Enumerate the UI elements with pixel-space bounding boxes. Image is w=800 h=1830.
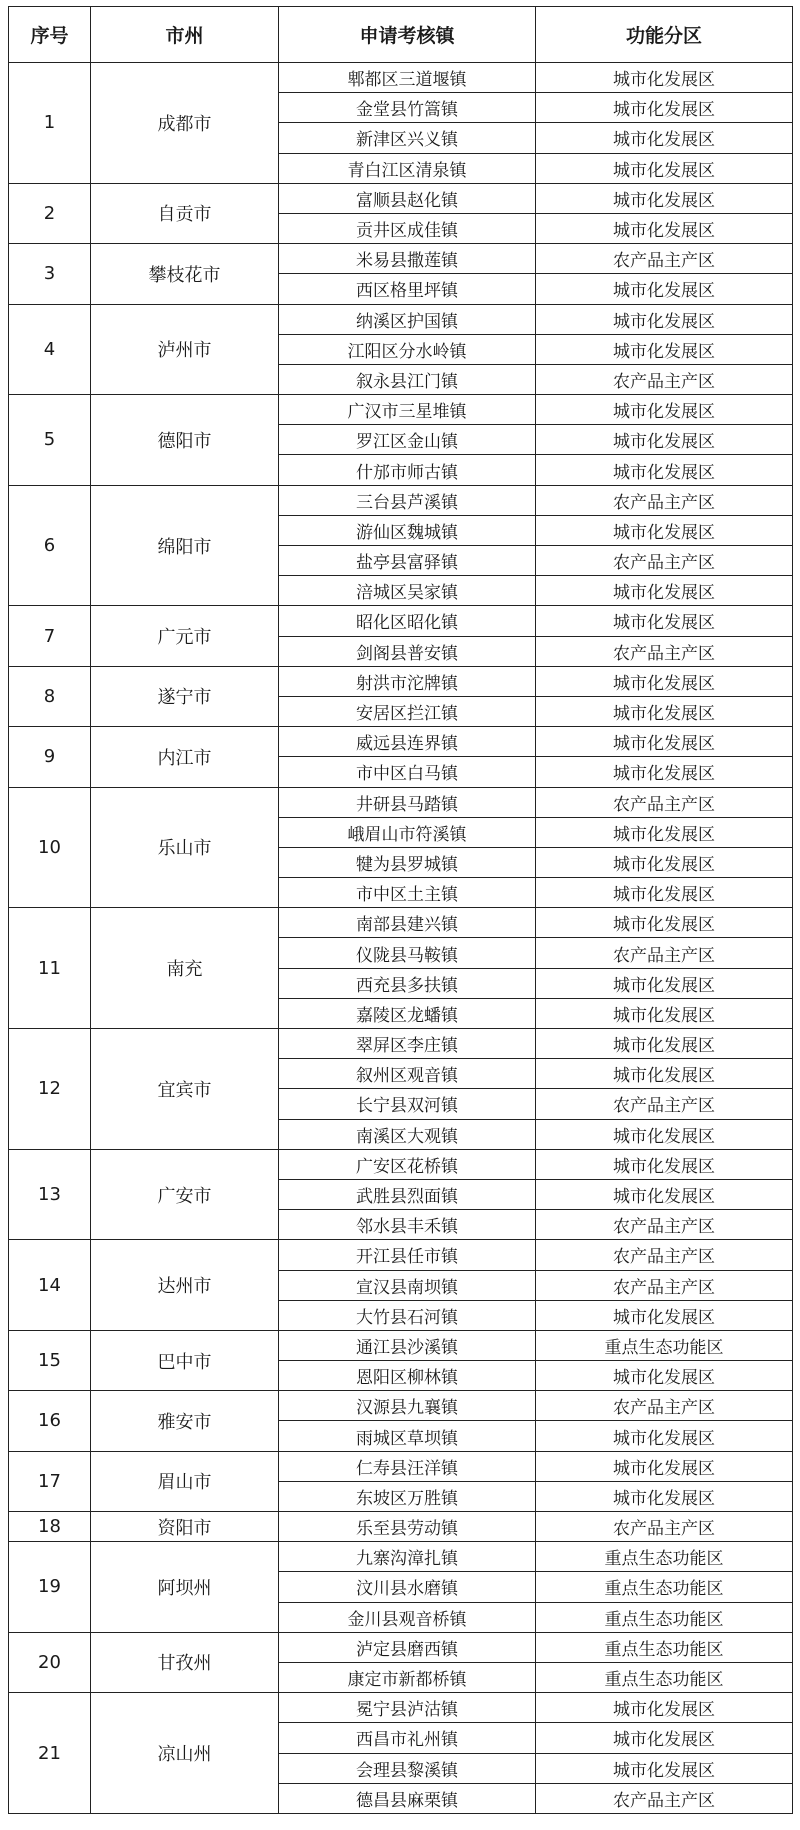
zone-cell: 农产品主产区 <box>536 485 793 515</box>
seq-cell: 7 <box>9 606 91 666</box>
town-cell: 叙永县江门镇 <box>279 364 536 394</box>
town-assessment-table <box>8 6 793 1814</box>
town-cell: 三台县芦溪镇 <box>279 485 536 515</box>
town-cell: 盐亭县富驿镇 <box>279 546 536 576</box>
town-cell: 青白江区清泉镇 <box>279 153 536 183</box>
zone-cell: 城市化发展区 <box>536 847 793 877</box>
city-cell: 广元市 <box>91 606 279 666</box>
table-row <box>9 63 793 93</box>
table-row <box>9 1542 793 1572</box>
city-cell: 资阳市 <box>91 1512 279 1542</box>
seq-cell: 13 <box>9 1149 91 1240</box>
town-cell: 广汉市三星堆镇 <box>279 395 536 425</box>
town-cell: 仁寿县汪洋镇 <box>279 1451 536 1481</box>
zone-cell: 城市化发展区 <box>536 274 793 304</box>
city-cell: 眉山市 <box>91 1451 279 1511</box>
table-row <box>9 1512 793 1542</box>
zone-cell: 重点生态功能区 <box>536 1662 793 1692</box>
seq-cell: 21 <box>9 1693 91 1814</box>
table-row <box>9 1451 793 1481</box>
town-cell: 长宁县双河镇 <box>279 1089 536 1119</box>
table-row <box>9 485 793 515</box>
town-cell: 冕宁县泸沽镇 <box>279 1693 536 1723</box>
town-cell: 游仙区魏城镇 <box>279 515 536 545</box>
zone-cell: 城市化发展区 <box>536 515 793 545</box>
city-cell: 遂宁市 <box>91 666 279 726</box>
city-cell: 攀枝花市 <box>91 244 279 304</box>
city-cell: 内江市 <box>91 727 279 787</box>
city-cell: 广安市 <box>91 1149 279 1240</box>
town-cell: 新津区兴义镇 <box>279 123 536 153</box>
town-cell: 市中区白马镇 <box>279 757 536 787</box>
town-cell: 会理县黎溪镇 <box>279 1753 536 1783</box>
table-row <box>9 183 793 213</box>
town-cell: 井研县马踏镇 <box>279 787 536 817</box>
town-cell: 邻水县丰禾镇 <box>279 1210 536 1240</box>
zone-cell: 城市化发展区 <box>536 696 793 726</box>
zone-cell: 农产品主产区 <box>536 787 793 817</box>
zone-cell: 农产品主产区 <box>536 938 793 968</box>
table-row <box>9 1330 793 1360</box>
header-row <box>9 7 793 63</box>
town-cell: 康定市新都桥镇 <box>279 1662 536 1692</box>
city-cell: 雅安市 <box>91 1391 279 1451</box>
seq-cell: 17 <box>9 1451 91 1511</box>
zone-cell: 农产品主产区 <box>536 546 793 576</box>
seq-cell: 6 <box>9 485 91 606</box>
town-cell: 泸定县磨西镇 <box>279 1632 536 1662</box>
zone-cell: 城市化发展区 <box>536 123 793 153</box>
town-cell: 涪城区吴家镇 <box>279 576 536 606</box>
town-cell: 西充县多扶镇 <box>279 968 536 998</box>
seq-cell: 19 <box>9 1542 91 1633</box>
seq-cell: 11 <box>9 908 91 1029</box>
city-cell: 达州市 <box>91 1240 279 1331</box>
town-cell: 乐至县劳动镇 <box>279 1512 536 1542</box>
zone-cell: 城市化发展区 <box>536 1451 793 1481</box>
zone-cell: 农产品主产区 <box>536 1270 793 1300</box>
city-cell: 泸州市 <box>91 304 279 395</box>
town-cell: 射洪市沱牌镇 <box>279 666 536 696</box>
seq-cell: 8 <box>9 666 91 726</box>
zone-cell: 城市化发展区 <box>536 1029 793 1059</box>
city-cell: 阿坝州 <box>91 1542 279 1633</box>
town-cell: 开江县任市镇 <box>279 1240 536 1270</box>
zone-cell: 城市化发展区 <box>536 817 793 847</box>
seq-cell: 10 <box>9 787 91 908</box>
zone-cell: 农产品主产区 <box>536 1783 793 1813</box>
zone-cell: 城市化发展区 <box>536 334 793 364</box>
city-cell: 甘孜州 <box>91 1632 279 1692</box>
header-seq: 序号 <box>9 7 91 63</box>
town-cell: 德昌县麻栗镇 <box>279 1783 536 1813</box>
zone-cell: 城市化发展区 <box>536 93 793 123</box>
zone-cell: 城市化发展区 <box>536 1421 793 1451</box>
zone-cell: 城市化发展区 <box>536 455 793 485</box>
town-cell: 金川县观音桥镇 <box>279 1602 536 1632</box>
zone-cell: 农产品主产区 <box>536 1240 793 1270</box>
table-row <box>9 304 793 334</box>
zone-cell: 城市化发展区 <box>536 63 793 93</box>
seq-cell: 20 <box>9 1632 91 1692</box>
town-cell: 郫都区三道堰镇 <box>279 63 536 93</box>
city-cell: 宜宾市 <box>91 1029 279 1150</box>
town-cell: 宣汉县南坝镇 <box>279 1270 536 1300</box>
seq-cell: 16 <box>9 1391 91 1451</box>
zone-cell: 农产品主产区 <box>536 1391 793 1421</box>
zone-cell: 城市化发展区 <box>536 727 793 757</box>
town-cell: 东坡区万胜镇 <box>279 1481 536 1511</box>
zone-cell: 城市化发展区 <box>536 153 793 183</box>
table-body <box>9 63 793 1814</box>
town-cell: 安居区拦江镇 <box>279 696 536 726</box>
town-cell: 通江县沙溪镇 <box>279 1330 536 1360</box>
zone-cell: 城市化发展区 <box>536 1059 793 1089</box>
town-cell: 雨城区草坝镇 <box>279 1421 536 1451</box>
town-cell: 贡井区成佳镇 <box>279 213 536 243</box>
town-cell: 嘉陵区龙蟠镇 <box>279 998 536 1028</box>
zone-cell: 重点生态功能区 <box>536 1632 793 1662</box>
town-cell: 南溪区大观镇 <box>279 1119 536 1149</box>
city-cell: 凉山州 <box>91 1693 279 1814</box>
table-row <box>9 1240 793 1270</box>
city-cell: 绵阳市 <box>91 485 279 606</box>
zone-cell: 农产品主产区 <box>536 636 793 666</box>
town-cell: 昭化区昭化镇 <box>279 606 536 636</box>
zone-cell: 城市化发展区 <box>536 1300 793 1330</box>
zone-cell: 重点生态功能区 <box>536 1602 793 1632</box>
town-cell: 富顺县赵化镇 <box>279 183 536 213</box>
city-cell: 德阳市 <box>91 395 279 486</box>
table-row <box>9 606 793 636</box>
table-row <box>9 787 793 817</box>
town-cell: 峨眉山市符溪镇 <box>279 817 536 847</box>
town-cell: 武胜县烈面镇 <box>279 1179 536 1209</box>
zone-cell: 城市化发展区 <box>536 1361 793 1391</box>
town-cell: 九寨沟漳扎镇 <box>279 1542 536 1572</box>
zone-cell: 城市化发展区 <box>536 666 793 696</box>
town-cell: 市中区土主镇 <box>279 878 536 908</box>
seq-cell: 18 <box>9 1512 91 1542</box>
town-cell: 西昌市礼州镇 <box>279 1723 536 1753</box>
zone-cell: 城市化发展区 <box>536 1753 793 1783</box>
zone-cell: 城市化发展区 <box>536 576 793 606</box>
town-cell: 江阳区分水岭镇 <box>279 334 536 364</box>
seq-cell: 9 <box>9 727 91 787</box>
seq-cell: 3 <box>9 244 91 304</box>
table-header <box>9 7 793 63</box>
zone-cell: 城市化发展区 <box>536 757 793 787</box>
header-zone: 功能分区 <box>536 7 793 63</box>
town-cell: 罗江区金山镇 <box>279 425 536 455</box>
seq-cell: 12 <box>9 1029 91 1150</box>
town-cell: 纳溪区护国镇 <box>279 304 536 334</box>
table-row <box>9 1149 793 1179</box>
zone-cell: 城市化发展区 <box>536 998 793 1028</box>
town-cell: 米易县撒莲镇 <box>279 244 536 274</box>
zone-cell: 城市化发展区 <box>536 304 793 334</box>
seq-cell: 14 <box>9 1240 91 1331</box>
seq-cell: 2 <box>9 183 91 243</box>
zone-cell: 城市化发展区 <box>536 1149 793 1179</box>
town-cell: 汉源县九襄镇 <box>279 1391 536 1421</box>
town-cell: 大竹县石河镇 <box>279 1300 536 1330</box>
town-cell: 恩阳区柳林镇 <box>279 1361 536 1391</box>
zone-cell: 城市化发展区 <box>536 425 793 455</box>
city-cell: 自贡市 <box>91 183 279 243</box>
table-row <box>9 1693 793 1723</box>
header-city: 市州 <box>91 7 279 63</box>
town-cell: 广安区花桥镇 <box>279 1149 536 1179</box>
seq-cell: 1 <box>9 63 91 184</box>
zone-cell: 重点生态功能区 <box>536 1330 793 1360</box>
table-row <box>9 666 793 696</box>
town-cell: 仪陇县马鞍镇 <box>279 938 536 968</box>
seq-cell: 4 <box>9 304 91 395</box>
city-cell: 乐山市 <box>91 787 279 908</box>
town-cell: 西区格里坪镇 <box>279 274 536 304</box>
table-row <box>9 1391 793 1421</box>
zone-cell: 重点生态功能区 <box>536 1542 793 1572</box>
seq-cell: 15 <box>9 1330 91 1390</box>
zone-cell: 城市化发展区 <box>536 908 793 938</box>
zone-cell: 城市化发展区 <box>536 183 793 213</box>
table-row <box>9 727 793 757</box>
zone-cell: 城市化发展区 <box>536 1119 793 1149</box>
zone-cell: 农产品主产区 <box>536 244 793 274</box>
city-cell: 巴中市 <box>91 1330 279 1390</box>
town-cell: 南部县建兴镇 <box>279 908 536 938</box>
zone-cell: 农产品主产区 <box>536 364 793 394</box>
table-row <box>9 1632 793 1662</box>
town-cell: 威远县连界镇 <box>279 727 536 757</box>
town-cell: 翠屏区李庄镇 <box>279 1029 536 1059</box>
table-row <box>9 1029 793 1059</box>
zone-cell: 城市化发展区 <box>536 1179 793 1209</box>
zone-cell: 城市化发展区 <box>536 1723 793 1753</box>
zone-cell: 城市化发展区 <box>536 1693 793 1723</box>
town-cell: 叙州区观音镇 <box>279 1059 536 1089</box>
town-cell: 什邡市师古镇 <box>279 455 536 485</box>
zone-cell: 重点生态功能区 <box>536 1572 793 1602</box>
town-cell: 汶川县水磨镇 <box>279 1572 536 1602</box>
table-row <box>9 395 793 425</box>
zone-cell: 城市化发展区 <box>536 606 793 636</box>
zone-cell: 农产品主产区 <box>536 1512 793 1542</box>
seq-cell: 5 <box>9 395 91 486</box>
town-cell: 剑阁县普安镇 <box>279 636 536 666</box>
zone-cell: 农产品主产区 <box>536 1089 793 1119</box>
header-town: 申请考核镇 <box>279 7 536 63</box>
zone-cell: 城市化发展区 <box>536 395 793 425</box>
zone-cell: 城市化发展区 <box>536 1481 793 1511</box>
town-cell: 金堂县竹篙镇 <box>279 93 536 123</box>
town-cell: 犍为县罗城镇 <box>279 847 536 877</box>
zone-cell: 城市化发展区 <box>536 213 793 243</box>
table-row <box>9 908 793 938</box>
zone-cell: 城市化发展区 <box>536 878 793 908</box>
table-row <box>9 244 793 274</box>
city-cell: 成都市 <box>91 63 279 184</box>
zone-cell: 农产品主产区 <box>536 1210 793 1240</box>
city-cell: 南充 <box>91 908 279 1029</box>
zone-cell: 城市化发展区 <box>536 968 793 998</box>
